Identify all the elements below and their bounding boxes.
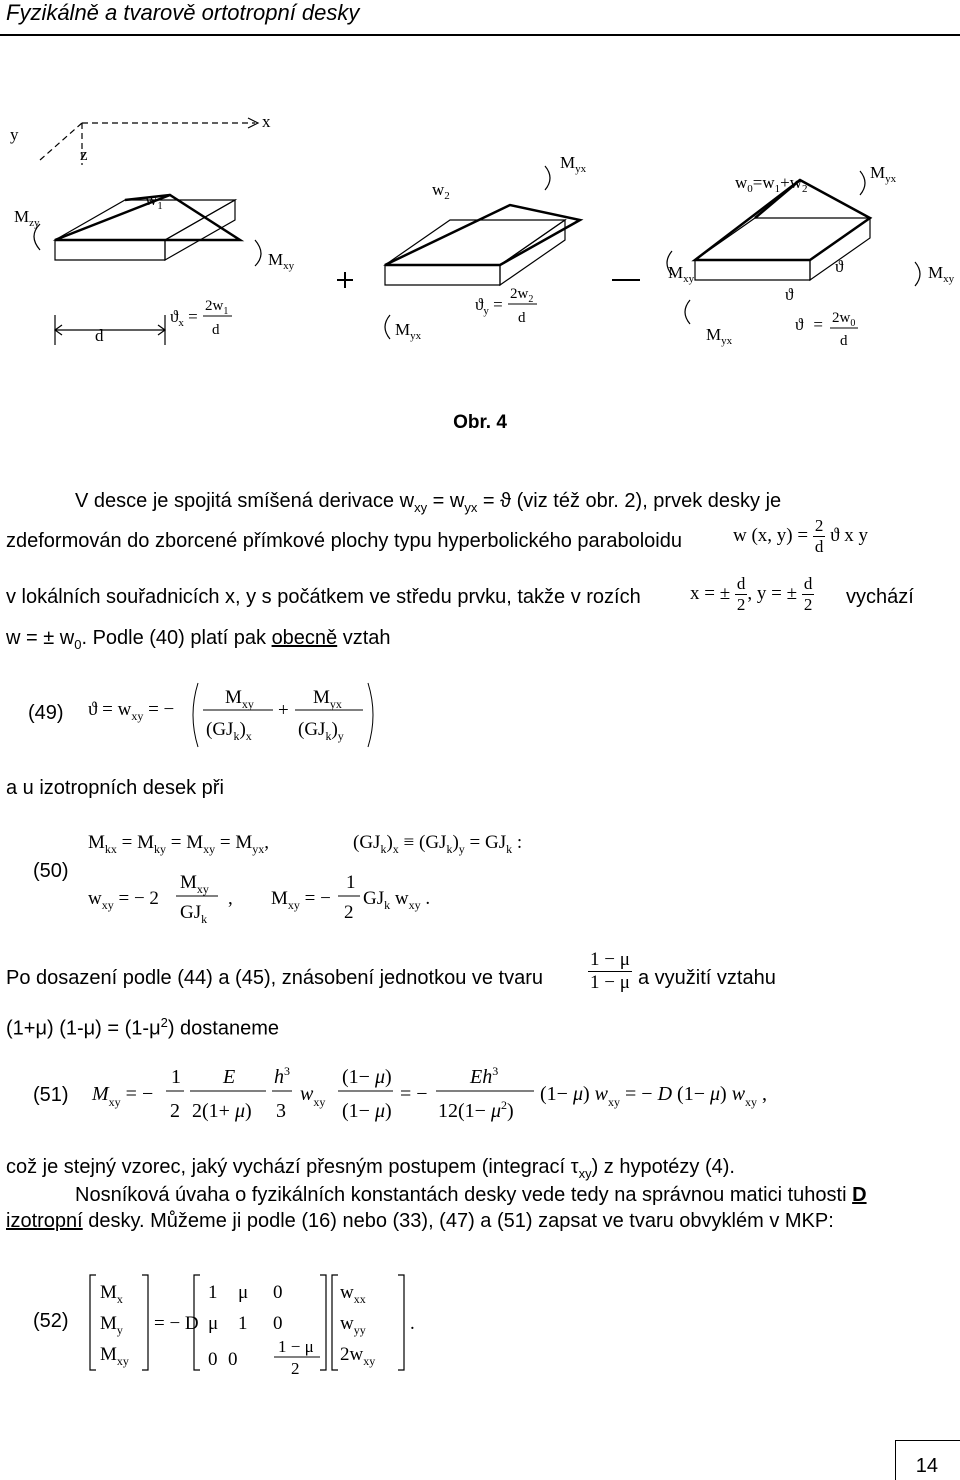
label-mxy-2: $M_{xy}$: [668, 263, 695, 285]
svg-text:wxx: $w_{xx}$: [340, 1282, 366, 1306]
eq-unit-fraction: $\frac{1 - \mu}{1 - \mu}$: [590, 949, 630, 993]
axis-y-label: y: [10, 125, 19, 144]
svg-text:Mxy: $M_{xy}$: [100, 1344, 129, 1368]
svg-text:1: 1: [208, 1282, 218, 1303]
svg-text:d: d: [212, 322, 220, 338]
eq52-label: (52): [33, 1310, 69, 1332]
svg-text:2(1+ μ): 2(1+ μ): [192, 1100, 252, 1122]
svg-text:,: ,: [228, 888, 233, 909]
axis-z-label: z: [80, 145, 88, 164]
header-rule: [0, 34, 960, 36]
eq-corners: x = ± $\frac{d}{2}$ , y = ± $\frac{d}{2}$: [690, 574, 813, 614]
label-myx-right: $M_{yx}$: [870, 163, 897, 185]
svg-text:(GJk)x ≡ (GJk)y = GJk :: $(GJ_k)_x \equiv (GJ_k)_y = GJ_k$ :: [353, 832, 523, 856]
svg-text:+: +: [278, 700, 289, 721]
svg-text:1 − μ: 1 − μ: [278, 1337, 314, 1356]
svg-text:1: 1: [346, 872, 356, 893]
paragraph-line-3: v lokálních souřadnicích x, y s počátkem ve středu prvku, takže v rozích: [6, 586, 641, 608]
svg-text:2w2: $2w_2$: [510, 286, 534, 305]
svg-text:wxy: $w_{xy}$: [300, 1083, 326, 1109]
svg-text:0: 0: [273, 1313, 283, 1334]
svg-text:Eh3: Eh$^3$: [470, 1064, 499, 1088]
svg-text:2: 2: [291, 1359, 300, 1378]
svg-text:= −: = −: [400, 1083, 428, 1105]
svg-text:12(1− μ2): $12(1- \mu^2)$: [438, 1098, 514, 1122]
label-mxy-3: $M_{xy}$: [928, 263, 955, 285]
svg-text:(1− μ): (1− μ): [342, 1066, 392, 1088]
paragraph-line-9: Nosníková úvaha o fyzikálních konstantách desky vede tedy na správnou matici tuhosti D: [75, 1184, 867, 1206]
svg-text:2: 2: [170, 1100, 180, 1122]
label-w0-sum: $w_0=w_1+w_2$: [735, 173, 808, 195]
eq51-formula: [88, 1055, 828, 1130]
svg-text:Mxy = −: $M_{xy}$ = −: [92, 1083, 154, 1109]
paragraph-line-10: izotropní desky. Můžeme ji podle (16) nebo (33), (47) a (51) zapsat ve tvaru obvyklém v MKP:: [6, 1210, 834, 1232]
label-w2: $w_2$: [432, 180, 450, 202]
paragraph-line-5: a u izotropních desek při: [6, 777, 224, 799]
label-d: d: [95, 326, 104, 345]
svg-text:(1− μ) wxy = − D (1− μ) wxy: (1− μ) $w_{xy}$ = − D (1− μ) $w_{xy}$ ,: [540, 1083, 768, 1109]
eq-paraboloid: w (x, y) = $\frac{2}{d}$ ϑ x y: [733, 516, 869, 556]
svg-text:d: d: [518, 310, 526, 326]
paragraph-line-7: (1+μ) $(1-\mu) = (1-\mu^2)$ dostaneme: [6, 1015, 279, 1040]
label-mxy-1: $M_{xy}$: [268, 250, 295, 272]
svg-text:Mkx = Mky = Mxy = Myx,: $M_{kx} = M_{ky} = M_{xy} = M_{yx}$,: [88, 832, 269, 856]
eq50-label: (50): [33, 860, 69, 882]
label-w1: $w_1$: [145, 190, 163, 212]
svg-text:2w0: $2w_0$: [832, 310, 856, 329]
svg-text:wyy: $w_{yy}$: [340, 1313, 366, 1337]
svg-text:.: .: [410, 1313, 415, 1334]
svg-text:0: 0: [208, 1349, 218, 1370]
svg-text:Mxy: $M_{xy}$: [225, 687, 254, 711]
svg-text:d: d: [840, 333, 848, 349]
page-number: 14: [915, 1455, 938, 1477]
svg-text:2: 2: [344, 902, 354, 923]
eq49-label: (49): [28, 702, 64, 724]
svg-text:1: 1: [238, 1313, 248, 1334]
paragraph-line-6: Po dosazení podle (44) a (45), znásobení jednotkou ve tvaru: [6, 967, 544, 989]
svg-text:Mxy: $M_{xy}$: [180, 872, 209, 896]
svg-text:E: E: [223, 1066, 236, 1088]
paragraph-line-3-end: vychází: [846, 586, 914, 608]
eq50-formula: [88, 820, 648, 930]
svg-text:(GJk)x: $(GJ_k)_x$: [206, 719, 252, 743]
svg-text:= − D: = − D: [154, 1313, 199, 1334]
paragraph-line-1: V desce je spojitá smíšená derivace $w_{xy} = w_{yx} = ϑ$ (viz též obr. 2), prvek desky je: [75, 490, 782, 515]
eq52-matrix-equation: [88, 1270, 438, 1380]
label-mzy: $M_{zy}$: [14, 207, 40, 229]
theta-x-formula: $ϑ_x$ =: [170, 307, 198, 329]
eq49-formula: [88, 675, 398, 755]
svg-text:Myx: $M_{yx}$: [313, 687, 342, 711]
svg-text:μ: μ: [208, 1313, 219, 1334]
theta-label-a: ϑ: [835, 257, 844, 276]
label-myx-1: $M_{yx}$: [395, 320, 422, 342]
figure-caption: Obr. 4: [453, 412, 507, 433]
theta-y-formula: $ϑ_y$ =: [475, 295, 503, 317]
svg-text:wxy = − 2: $w_{xy}$ = − 2: [88, 888, 159, 912]
label-myx-top: $M_{yx}$: [560, 153, 587, 175]
label-myx-2: $M_{yx}$: [706, 325, 733, 347]
svg-text:Mx: $M_x$: [100, 1282, 123, 1306]
svg-text:(1− μ): (1− μ): [342, 1100, 392, 1122]
svg-text:1: 1: [171, 1066, 181, 1088]
eq51-label: (51): [33, 1084, 69, 1106]
svg-text:2w1: $2w_1$: [205, 298, 229, 317]
svg-text:Mxy = −: $M_{xy}$ = −: [271, 888, 331, 912]
paragraph-line-6-end: a využití vztahu: [638, 967, 776, 989]
svg-text:2wxy: $2w_{xy}$: [340, 1344, 376, 1368]
page-header-title: Fyzikálně a tvarově ortotropní desky: [6, 0, 360, 25]
svg-text:0: 0: [228, 1349, 238, 1370]
figure-hyperbolic-paraboloid: [0, 90, 960, 380]
paragraph-line-8: což je stejný vzorec, jaký vychází přesným postupem (integrací $\tau_{xy}$) z hypotézy (4).: [6, 1156, 735, 1181]
svg-text:3: 3: [276, 1100, 286, 1122]
svg-text:0: 0: [273, 1282, 283, 1303]
svg-text:GJk: $GJ_k$: [180, 902, 208, 926]
svg-text:My: $M_y$: [100, 1313, 123, 1337]
svg-text:GJk wxy .: $GJ_k$ $w_{xy}$ .: [363, 888, 431, 912]
paragraph-line-4: w = ± $w_0$. Podle (40) platí pak obecně vztah: [6, 627, 391, 652]
theta-label-b: ϑ: [785, 285, 794, 304]
theta-0-formula: ϑ =: [795, 315, 824, 334]
svg-text:μ: μ: [238, 1282, 249, 1303]
svg-text:ϑ = wxy = −: $ϑ = w_{xy}$ = −: [88, 699, 175, 723]
svg-text:(GJk)y: $(GJ_k)_y$: [298, 719, 344, 743]
svg-text:h3: $h^3$: [274, 1064, 290, 1088]
axis-x-label: x: [262, 112, 271, 131]
paragraph-line-2: zdeformován do zborcené přímkové plochy typu hyperbolického paraboloidu: [6, 530, 682, 552]
